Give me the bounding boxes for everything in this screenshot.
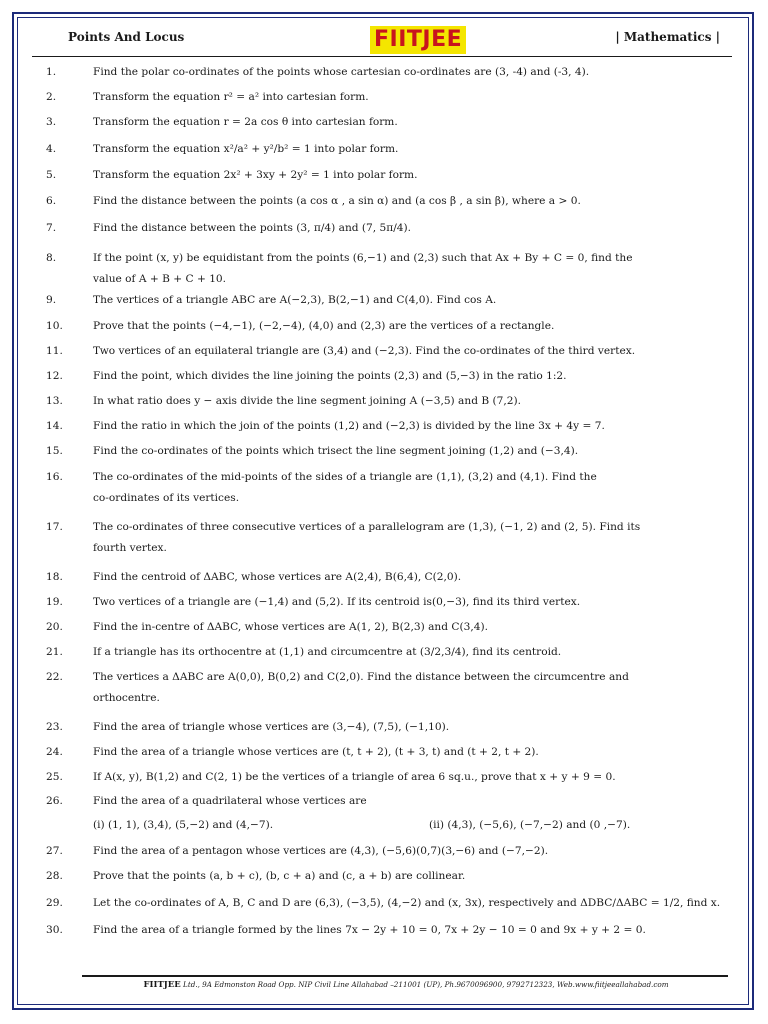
question-text: The vertices of a triangle ABC are A(−2,3), B(2,−1) and C(4,0). Find cos A. xyxy=(93,294,497,306)
question-subpart-i: (i) (1, 1), (3,4), (5,−2) and (4,−7). xyxy=(93,819,274,831)
question-number: 1. xyxy=(46,66,57,78)
question-number: 3. xyxy=(46,116,57,128)
question-number: 8. xyxy=(46,252,57,264)
question-number: 13. xyxy=(46,395,63,407)
question-number: 23. xyxy=(46,721,63,733)
question-text: Transform the equation x²/a² + y²/b² = 1 into polar form. xyxy=(93,143,399,155)
question-text-continued: co-ordinates of its vertices. xyxy=(93,492,240,504)
question-number: 21. xyxy=(46,646,63,658)
question-text: The co-ordinates of the mid-points of the sides of a triangle are (1,1), (3,2) and (4,1). Find the xyxy=(93,471,597,483)
question-text: Transform the equation 2x² + 3xy + 2y² = 1 into polar form. xyxy=(93,169,418,181)
question-number: 7. xyxy=(46,222,57,234)
question-number: 2. xyxy=(46,91,57,103)
question-number: 28. xyxy=(46,870,63,882)
question-number: 19. xyxy=(46,596,63,608)
question-text: The co-ordinates of three consecutive vertices of a parallelogram are (1,3), (−1, 2) and (2, 5). Find its xyxy=(93,521,641,533)
question-number: 6. xyxy=(46,195,57,207)
question-text: Find the area of a triangle whose vertices are (t, t + 2), (t + 3, t) and (t + 2, t + 2). xyxy=(93,746,539,758)
question-text: Prove that the points (a, b + c), (b, c + a) and (c, a + b) are collinear. xyxy=(93,870,466,882)
question-number: 17. xyxy=(46,521,63,533)
fiitjee-logo: FIITJEE xyxy=(370,26,466,54)
question-text: Find the co-ordinates of the points which trisect the line segment joining (1,2) and (−3,4). xyxy=(93,445,579,457)
page-footer xyxy=(84,980,728,990)
footer-brand: FIITJEE xyxy=(143,980,181,990)
question-text-continued: value of A + B + C + 10. xyxy=(93,273,227,285)
question-text: Prove that the points (−4,−1), (−2,−4), (4,0) and (2,3) are the vertices of a rectangle. xyxy=(93,320,555,332)
question-text: Two vertices of an equilateral triangle are (3,4) and (−2,3). Find the co-ordinates of the third vertex. xyxy=(93,345,636,357)
footer-address: Ltd., 9A Edmonston Road Opp. NIP Civil Line Allahabad –211001 (UP), Ph.9670096900, 9792712323, Web.www.fiitjeeallahabad.com xyxy=(180,980,669,989)
question-text: Transform the equation r² = a² into cartesian form. xyxy=(93,91,369,103)
question-number: 25. xyxy=(46,771,63,783)
question-number: 14. xyxy=(46,420,63,432)
question-text-continued: orthocentre. xyxy=(93,692,160,704)
question-text: Find the polar co-ordinates of the points whose cartesian co-ordinates are (3, -4) and (-3, 4). xyxy=(93,66,590,78)
question-text: Find the area of a pentagon whose vertices are (4,3), (−5,6)(0,7)(3,−6) and (−7,−2). xyxy=(93,845,549,857)
question-text: The vertices a ΔABC are A(0,0), B(0,2) and C(2,0). Find the distance between the circumcentre and xyxy=(93,671,629,683)
question-number: 12. xyxy=(46,370,63,382)
question-text: Let the co-ordinates of A, B, C and D are (6,3), (−3,5), (4,−2) and (x, 3x), respectively and ΔDBC/ΔABC = 1/2, find x. xyxy=(93,897,721,909)
footer-divider xyxy=(82,975,728,977)
question-text: Find the area of a quadrilateral whose vertices are xyxy=(93,795,367,807)
question-text: Find the distance between the points (a cos α , a sin α) and (a cos β , a sin β), where a > 0. xyxy=(93,195,581,207)
question-text: If the point (x, y) be equidistant from the points (6,−1) and (2,3) such that Ax + By + C = 0, find the xyxy=(93,252,633,264)
question-number: 26. xyxy=(46,795,63,807)
question-text: Find the area of a triangle formed by the lines 7x − 2y + 10 = 0, 7x + 2y − 10 = 0 and 9x + y + 2 = 0. xyxy=(93,924,646,936)
question-number: 20. xyxy=(46,621,63,633)
question-subpart-ii: (ii) (4,3), (−5,6), (−7,−2) and (0 ,−7). xyxy=(429,819,631,831)
header-divider xyxy=(32,56,732,57)
question-number: 30. xyxy=(46,924,63,936)
question-number: 15. xyxy=(46,445,63,457)
question-text: Transform the equation r = 2a cos θ into cartesian form. xyxy=(93,116,398,128)
question-text: Find the distance between the points (3, π/4) and (7, 5π/4). xyxy=(93,222,412,234)
question-text: If a triangle has its orthocentre at (1,1) and circumcentre at (3/2,3/4), find its centroid. xyxy=(93,646,562,658)
question-text: Find the point, which divides the line joining the points (2,3) and (5,−3) in the ratio 1:2. xyxy=(93,370,567,382)
question-text: Find the ratio in which the join of the points (1,2) and (−2,3) is divided by the line 3x + 4y = 7. xyxy=(93,420,605,432)
question-text: Find the centroid of ΔABC, whose vertices are A(2,4), B(6,4), C(2,0). xyxy=(93,571,462,583)
subject-label: | Mathematics | xyxy=(615,30,720,44)
question-number: 16. xyxy=(46,471,63,483)
question-text: Two vertices of a triangle are (−1,4) and (5,2). If its centroid is(0,−3), find its third vertex. xyxy=(93,596,581,608)
question-number: 9. xyxy=(46,294,57,306)
question-number: 22. xyxy=(46,671,63,683)
question-number: 4. xyxy=(46,143,57,155)
question-number: 27. xyxy=(46,845,63,857)
topic-title: Points And Locus xyxy=(68,30,185,44)
question-number: 24. xyxy=(46,746,63,758)
question-text: In what ratio does y − axis divide the line segment joining A (−3,5) and B (7,2). xyxy=(93,395,521,407)
question-text: If A(x, y), B(1,2) and C(2, 1) be the vertices of a triangle of area 6 sq.u., prove that x + y + 9 = 0. xyxy=(93,771,616,783)
page-header xyxy=(30,26,738,56)
question-text: Find the in-centre of ΔABC, whose vertices are A(1, 2), B(2,3) and C(3,4). xyxy=(93,621,488,633)
question-number: 29. xyxy=(46,897,63,909)
question-number: 10. xyxy=(46,320,63,332)
question-text-continued: fourth vertex. xyxy=(93,542,167,554)
question-number: 18. xyxy=(46,571,63,583)
question-number: 5. xyxy=(46,169,57,181)
question-number: 11. xyxy=(46,345,63,357)
question-text: Find the area of triangle whose vertices are (3,−4), (7,5), (−1,10). xyxy=(93,721,450,733)
